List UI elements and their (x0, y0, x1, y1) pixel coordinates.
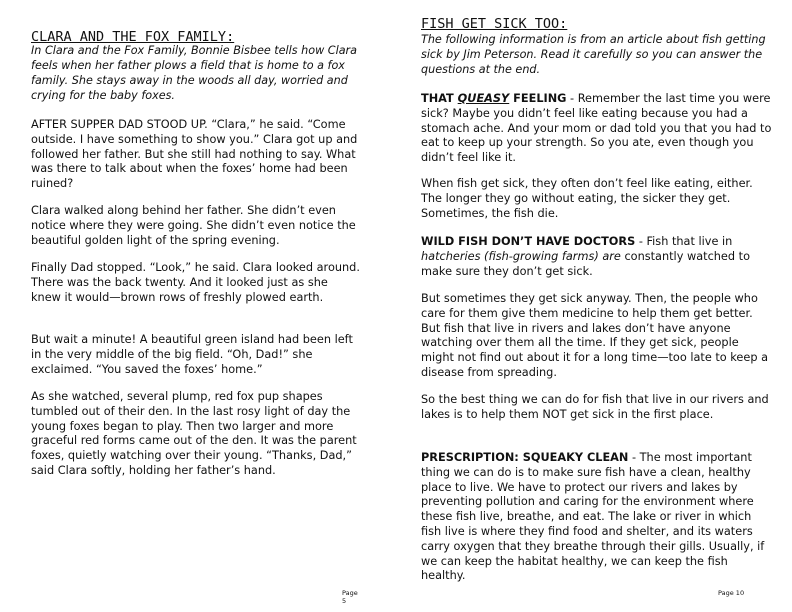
story-paragraph: Finally Dad stopped. “Look,” he said. Clara looked around. There was the back twenty. And it looked just as she knew it would—brown rows of freshly plowed earth. (31, 261, 360, 304)
section-heading: WILD FISH DON’T HAVE DOCTORS (421, 235, 636, 248)
section-queasy-feeling (421, 92, 773, 166)
right-page (421, 0, 773, 612)
story-paragraph: As she watched, several plump, red fox pup shapes tumbled out of their den. In the last rosy light of day the young foxes began to play. Then two larger and more graceful red forms came out of the den. It was the parent foxes, quietly watching over their young. “Thanks, Dad,” said Clara softly, holding her father’s hand. (31, 390, 357, 477)
story-paragraph: Clara walked along behind her father. She didn’t even notice where they were going. She didn’t even notice the beautiful golden light of the spring evening. (31, 204, 356, 247)
section-text: - Fish that live in (635, 235, 733, 248)
section-wild-fish (421, 235, 773, 279)
section-text-italic: hatcheries (fish-growing farms) are (421, 249, 621, 263)
section-text: constantly watched to make sure they don’t get sick. (421, 249, 750, 278)
section-heading: PRESCRIPTION: SQUEAKY CLEAN (421, 451, 629, 464)
article-intro: The following information is from an article about fish getting sick by Jim Peterson. Read it carefully so you can answer the questions at the end. (421, 33, 766, 76)
article-paragraph: So the best thing we can do for fish that live in our rivers and lakes is to help them NOT get sick in the first place. (421, 393, 769, 421)
section-heading: FEELING (509, 92, 567, 105)
left-page (31, 0, 361, 612)
section-prescription (421, 451, 773, 584)
page-number: Page 10 (718, 589, 745, 597)
section-text: - The most important thing we can do is to make sure fish have a clean, healthy place to live. We have to protect our rivers and lakes by preventing pollution and caring for the environment where these fish live, breathe, and eat. The lake or river in which fish live is where they find food and shelter, and its waters carry oxygen that they breathe through their gills. Usually, if we can keep the habitat healthy, we can keep the fish healthy. (421, 451, 765, 583)
story-paragraph: But wait a minute! A beautiful green island had been left in the very middle of the big field. “Oh, Dad!” she exclaimed. “You saved the foxes’ home.” (31, 333, 353, 376)
section-heading: THAT (421, 92, 458, 105)
section-text: - Remember the last time you were sick? Maybe you didn’t feel like eating because you had a stomach ache. And your mom or dad told you that you had to eat to keep up your strength. So you ate, even though you didn’t feel like it. (421, 92, 772, 165)
section-heading-emphasis: QUEASY (457, 92, 510, 105)
article-paragraph: But sometimes they get sick anyway. Then, the people who care for them give them medicine to help them get better. But fish that live in rivers and lakes don’t have anyone watching over them all the time. If they get sick, people might not find out about it for a long time—too late to keep a disease from spreading. (421, 292, 769, 379)
story-paragraph: AFTER SUPPER DAD STOOD UP. “Clara,” he said. “Come outside. I have something to show you.” Clara got up and followed her father. But she still had nothing to say. What was there to talk about when the foxes’ home had been ruined? (31, 118, 358, 191)
page-number: Page 5 (342, 589, 358, 605)
story-title: CLARA AND THE FOX FAMILY: (31, 29, 235, 45)
article-title: FISH GET SICK TOO: (421, 16, 568, 32)
article-paragraph: When fish get sick, they often don’t feel like eating, either. The longer they go without eating, the sicker they get. Sometimes, the fish die. (421, 177, 753, 220)
story-intro: In Clara and the Fox Family, Bonnie Bisbee tells how Clara feels when her father plows a field that is home to a fox family. She stays away in the woods all day, worried and crying for the baby foxes. (31, 44, 358, 102)
